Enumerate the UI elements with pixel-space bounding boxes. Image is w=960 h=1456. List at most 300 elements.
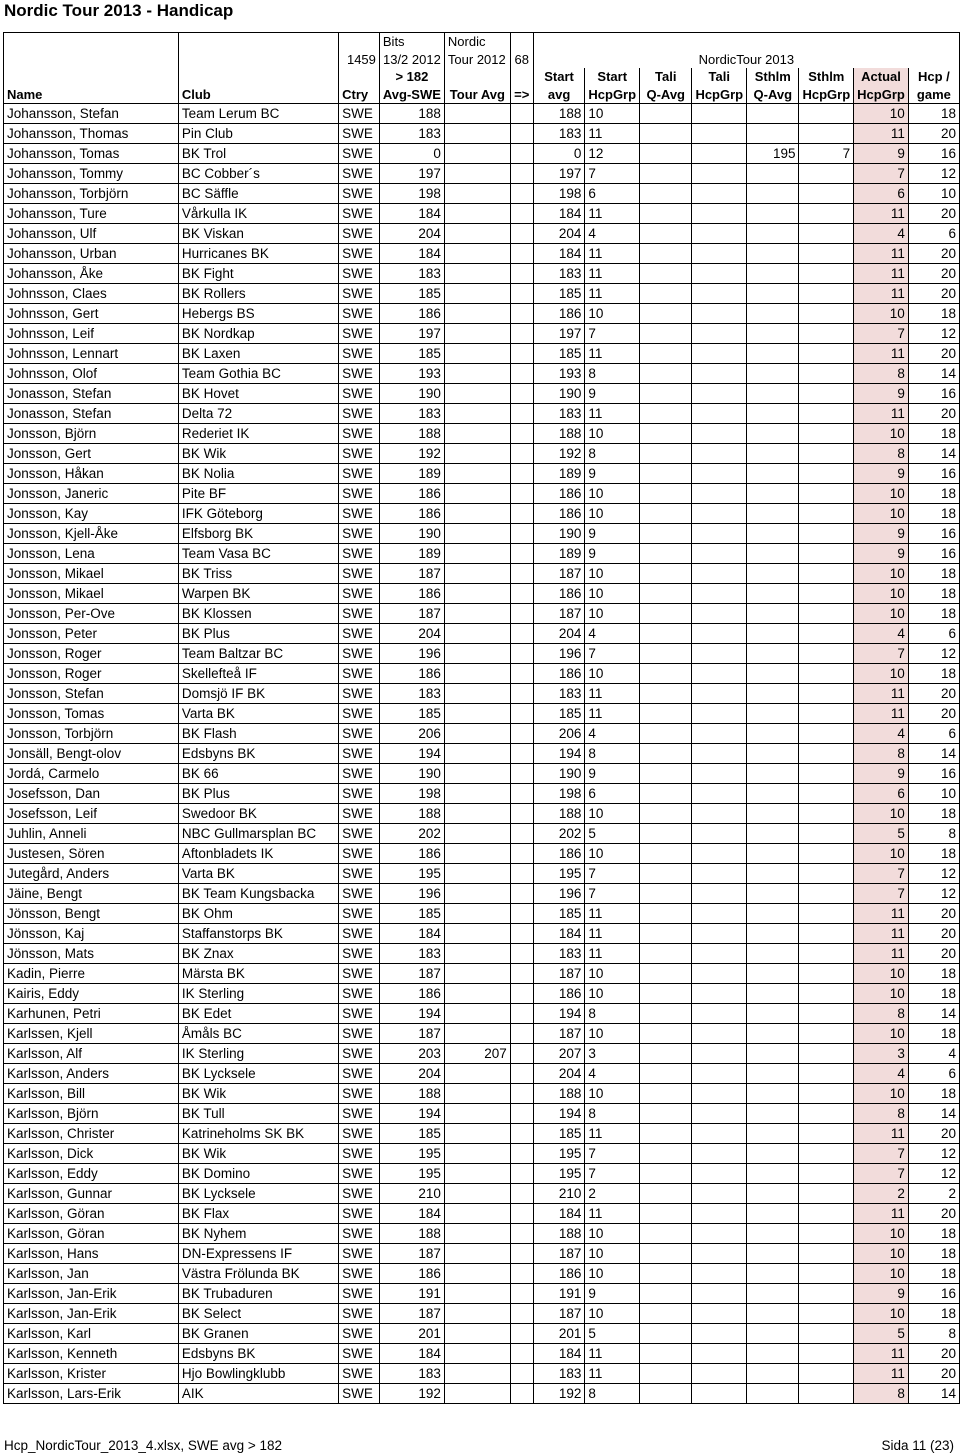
cell-actual-hcpgrp: 11 [854, 283, 909, 303]
cell-tour-avg [444, 1303, 510, 1323]
cell-actual-hcpgrp: 11 [854, 243, 909, 263]
cell-tour-avg [444, 903, 510, 923]
cell-tour-avg [444, 323, 510, 343]
cell-hcp-game: 14 [908, 1003, 959, 1023]
table-row [4, 603, 960, 623]
cell-start-hcpgrp: 10 [585, 103, 640, 123]
cell-tali-hcpgrp [692, 1103, 747, 1123]
cell-actual-hcpgrp: 9 [854, 543, 909, 563]
cell-tour-avg [444, 1223, 510, 1243]
cell-ctry: SWE [339, 423, 380, 443]
cell-club: Rederiet IK [178, 423, 338, 443]
cell-club: IK Sterling [178, 1043, 338, 1063]
cell-avg-swe: 192 [379, 1383, 444, 1403]
cell-actual-hcpgrp: 10 [854, 1243, 909, 1263]
cell-sthlm-qavg [747, 1063, 799, 1083]
cell-club: BK Trubaduren [178, 1283, 338, 1303]
cell-avg-swe: 186 [379, 483, 444, 503]
cell-actual-hcpgrp: 11 [854, 1203, 909, 1223]
cell-tali-hcpgrp [692, 663, 747, 683]
cell-tour-avg [444, 703, 510, 723]
cell-tali-qavg [640, 183, 692, 203]
cell-tali-hcpgrp [692, 1183, 747, 1203]
cell-tali-qavg [640, 1023, 692, 1043]
cell-tali-qavg [640, 723, 692, 743]
cell-club: BK Select [178, 1303, 338, 1323]
cell-tali-qavg [640, 663, 692, 683]
cell-name: Jonsson, Lena [4, 543, 179, 563]
cell-hcp-game: 18 [908, 663, 959, 683]
col-hcp-game: game [908, 86, 959, 104]
cell-start-avg: 206 [533, 723, 585, 743]
cell-arrow [510, 303, 533, 323]
cell-sthlm-hcpgrp [799, 323, 854, 343]
cell-start-hcpgrp: 11 [585, 243, 640, 263]
cell-ctry: SWE [339, 483, 380, 503]
cell-ctry: SWE [339, 1023, 380, 1043]
cell-avg-swe: 195 [379, 1143, 444, 1163]
cell-tali-hcpgrp [692, 603, 747, 623]
cell-tali-qavg [640, 1323, 692, 1343]
cell-sthlm-hcpgrp [799, 483, 854, 503]
cell-ctry: SWE [339, 103, 380, 123]
cell-sthlm-qavg [747, 223, 799, 243]
cell-name: Jonsson, Mikael [4, 583, 179, 603]
cell-avg-swe: 187 [379, 563, 444, 583]
cell-arrow [510, 1243, 533, 1263]
cell-actual-hcpgrp: 9 [854, 383, 909, 403]
cell-tali-qavg [640, 563, 692, 583]
count-label: 1459 [339, 50, 380, 68]
cell-club: BK Plus [178, 623, 338, 643]
cell-avg-swe: 190 [379, 763, 444, 783]
cell-tour-avg [444, 1263, 510, 1283]
cell-club: BK Lycksele [178, 1183, 338, 1203]
cell-sthlm-qavg [747, 863, 799, 883]
cell-sthlm-qavg [747, 343, 799, 363]
cell-start-avg: 201 [533, 1323, 585, 1343]
cell-start-avg: 193 [533, 363, 585, 383]
cell-start-hcpgrp: 10 [585, 803, 640, 823]
cell-tali-hcpgrp [692, 443, 747, 463]
cell-sthlm-hcpgrp [799, 683, 854, 703]
cell-tali-hcpgrp [692, 363, 747, 383]
cell-tali-hcpgrp [692, 463, 747, 483]
cell-avg-swe: 185 [379, 1123, 444, 1143]
cell-arrow [510, 903, 533, 923]
cell-arrow [510, 923, 533, 943]
cell-hcp-game: 18 [908, 103, 959, 123]
cell-arrow [510, 1003, 533, 1023]
cell-hcp-game: 20 [908, 123, 959, 143]
page-title: Nordic Tour 2013 - Handicap [4, 1, 234, 20]
cell-sthlm-qavg [747, 1323, 799, 1343]
cell-actual-hcpgrp: 2 [854, 1183, 909, 1203]
cell-sthlm-qavg [747, 1343, 799, 1363]
cell-start-avg: 187 [533, 963, 585, 983]
cell-arrow [510, 163, 533, 183]
cell-start-avg: 185 [533, 343, 585, 363]
col-tour-avg: Tour Avg [444, 86, 510, 104]
cell-sthlm-hcpgrp [799, 903, 854, 923]
cell-club: BK Fight [178, 263, 338, 283]
cell-tali-hcpgrp [692, 1263, 747, 1283]
cell-tali-qavg [640, 103, 692, 123]
cell-sthlm-qavg: 195 [747, 143, 799, 163]
cell-tali-qavg [640, 1303, 692, 1323]
cell-name: Karlsson, Eddy [4, 1163, 179, 1183]
cell-sthlm-hcpgrp [799, 583, 854, 603]
table-row [4, 203, 960, 223]
cell-tali-hcpgrp [692, 783, 747, 803]
table-row [4, 1243, 960, 1263]
cell-tali-qavg [640, 483, 692, 503]
cell-ctry: SWE [339, 363, 380, 383]
cell-sthlm-hcpgrp [799, 123, 854, 143]
cell-start-hcpgrp: 10 [585, 483, 640, 503]
cell-hcp-game: 18 [908, 1223, 959, 1243]
bits-date-label: 13/2 2012 [379, 50, 444, 68]
cell-avg-swe: 195 [379, 1163, 444, 1183]
cell-start-hcpgrp: 10 [585, 1303, 640, 1323]
cell-hcp-game: 12 [908, 1143, 959, 1163]
cell-avg-swe: 184 [379, 1203, 444, 1223]
cell-sthlm-hcpgrp [799, 303, 854, 323]
cell-avg-swe: 185 [379, 703, 444, 723]
cell-start-avg: 187 [533, 1303, 585, 1323]
cell-tali-qavg [640, 643, 692, 663]
col-tali-hcpgrp: HcpGrp [692, 86, 747, 104]
cell-sthlm-qavg [747, 1023, 799, 1043]
cell-tour-avg [444, 283, 510, 303]
cell-start-avg: 190 [533, 523, 585, 543]
cell-tour-avg [444, 843, 510, 863]
cell-sthlm-qavg [747, 1303, 799, 1323]
cell-ctry: SWE [339, 1003, 380, 1023]
cell-avg-swe: 186 [379, 503, 444, 523]
cell-start-avg: 185 [533, 283, 585, 303]
cell-tali-hcpgrp [692, 963, 747, 983]
cell-name: Karlsson, Christer [4, 1123, 179, 1143]
cell-start-hcpgrp: 9 [585, 1283, 640, 1303]
cell-sthlm-hcpgrp [799, 363, 854, 383]
cell-club: Aftonbladets IK [178, 843, 338, 863]
cell-avg-swe: 186 [379, 663, 444, 683]
cell-tali-hcpgrp [692, 1243, 747, 1263]
cell-arrow [510, 1023, 533, 1043]
cell-club: Varta BK [178, 703, 338, 723]
table-row [4, 1223, 960, 1243]
cell-arrow [510, 1183, 533, 1203]
cell-avg-swe: 184 [379, 923, 444, 943]
cell-start-hcpgrp: 11 [585, 203, 640, 223]
cell-sthlm-hcpgrp [799, 743, 854, 763]
cell-sthlm-hcpgrp [799, 263, 854, 283]
cell-actual-hcpgrp: 8 [854, 743, 909, 763]
cell-start-hcpgrp: 8 [585, 743, 640, 763]
cell-hcp-game: 12 [908, 883, 959, 903]
cell-avg-swe: 204 [379, 1063, 444, 1083]
cell-tour-avg [444, 1383, 510, 1403]
cell-sthlm-qavg [747, 323, 799, 343]
cell-sthlm-qavg [747, 183, 799, 203]
cell-start-avg: 0 [533, 143, 585, 163]
cell-tali-qavg [640, 243, 692, 263]
cell-name: Johansson, Åke [4, 263, 179, 283]
cell-club: Hebergs BS [178, 303, 338, 323]
cell-avg-swe: 204 [379, 623, 444, 643]
cell-avg-swe: 184 [379, 243, 444, 263]
cell-sthlm-qavg [747, 1143, 799, 1163]
cell-tali-qavg [640, 1223, 692, 1243]
cell-tali-qavg [640, 203, 692, 223]
cell-tali-qavg [640, 463, 692, 483]
cell-name: Jonsson, Mikael [4, 563, 179, 583]
cell-tali-hcpgrp [692, 403, 747, 423]
cell-club: BK Ohm [178, 903, 338, 923]
cell-actual-hcpgrp: 11 [854, 1123, 909, 1143]
col-actual-hcpgrp: HcpGrp [854, 86, 909, 104]
cell-actual-hcpgrp: 10 [854, 663, 909, 683]
cell-ctry: SWE [339, 463, 380, 483]
cell-actual-hcpgrp: 4 [854, 223, 909, 243]
col-start-hcpgrp: HcpGrp [585, 86, 640, 104]
cell-sthlm-qavg [747, 583, 799, 603]
cell-arrow [510, 643, 533, 663]
cell-sthlm-qavg [747, 263, 799, 283]
cell-tour-avg [444, 783, 510, 803]
cell-sthlm-qavg [747, 603, 799, 623]
cell-club: Staffanstorps BK [178, 923, 338, 943]
cell-ctry: SWE [339, 263, 380, 283]
cell-sthlm-qavg [747, 1243, 799, 1263]
cell-club: BK Flax [178, 1203, 338, 1223]
cell-start-hcpgrp: 10 [585, 1243, 640, 1263]
cell-start-avg: 186 [533, 1263, 585, 1283]
cell-start-hcpgrp: 4 [585, 223, 640, 243]
cell-start-avg: 188 [533, 423, 585, 443]
cell-tour-avg [444, 923, 510, 943]
cell-club: Warpen BK [178, 583, 338, 603]
cell-sthlm-hcpgrp [799, 823, 854, 843]
cell-tali-qavg [640, 443, 692, 463]
cell-sthlm-qavg [747, 243, 799, 263]
cell-actual-hcpgrp: 11 [854, 683, 909, 703]
cell-club: BK 66 [178, 763, 338, 783]
cell-tour-avg [444, 683, 510, 703]
table-row [4, 283, 960, 303]
cell-actual-hcpgrp: 7 [854, 643, 909, 663]
cell-start-hcpgrp: 10 [585, 1083, 640, 1103]
cell-name: Johansson, Ture [4, 203, 179, 223]
cell-sthlm-qavg [747, 763, 799, 783]
cell-ctry: SWE [339, 863, 380, 883]
cell-sthlm-qavg [747, 943, 799, 963]
cell-tour-avg [444, 1163, 510, 1183]
cell-actual-hcpgrp: 10 [854, 423, 909, 443]
table-row [4, 983, 960, 1003]
cell-tour-avg [444, 1063, 510, 1083]
cell-name: Karlssen, Kjell [4, 1023, 179, 1043]
cell-start-avg: 204 [533, 223, 585, 243]
cell-name: Johansson, Ulf [4, 223, 179, 243]
cell-sthlm-qavg [747, 723, 799, 743]
table-row [4, 1303, 960, 1323]
cell-tali-hcpgrp [692, 523, 747, 543]
cell-club: Team Lerum BC [178, 103, 338, 123]
cell-sthlm-qavg [747, 103, 799, 123]
cell-club: NBC Gullmarsplan BC [178, 823, 338, 843]
cell-club: Team Vasa BC [178, 543, 338, 563]
cell-name: Karlsson, Hans [4, 1243, 179, 1263]
cell-start-hcpgrp: 9 [585, 383, 640, 403]
cell-tour-avg [444, 883, 510, 903]
cell-tour-avg [444, 483, 510, 503]
cell-hcp-game: 16 [908, 523, 959, 543]
cell-tali-qavg [640, 323, 692, 343]
cell-start-hcpgrp: 4 [585, 1063, 640, 1083]
cell-sthlm-hcpgrp [799, 383, 854, 403]
cell-tali-qavg [640, 1203, 692, 1223]
cell-actual-hcpgrp: 8 [854, 443, 909, 463]
cell-avg-swe: 183 [379, 683, 444, 703]
cell-ctry: SWE [339, 823, 380, 843]
table-row [4, 963, 960, 983]
col-sthlm-qavg: Q-Avg [747, 86, 799, 104]
cell-club: DN-Expressens IF [178, 1243, 338, 1263]
cell-tali-hcpgrp [692, 683, 747, 703]
cell-ctry: SWE [339, 243, 380, 263]
cell-ctry: SWE [339, 283, 380, 303]
cell-arrow [510, 363, 533, 383]
cell-club: BK Viskan [178, 223, 338, 243]
cell-sthlm-hcpgrp [799, 283, 854, 303]
cell-start-hcpgrp: 7 [585, 163, 640, 183]
cell-avg-swe: 188 [379, 1083, 444, 1103]
cell-tour-avg [444, 1123, 510, 1143]
cell-ctry: SWE [339, 523, 380, 543]
cell-tour-avg [444, 983, 510, 1003]
cell-sthlm-hcpgrp [799, 1023, 854, 1043]
cell-start-hcpgrp: 3 [585, 1043, 640, 1063]
table-row [4, 843, 960, 863]
table-row [4, 903, 960, 923]
cell-arrow [510, 883, 533, 903]
cell-sthlm-qavg [747, 983, 799, 1003]
cell-avg-swe: 185 [379, 903, 444, 923]
cell-tali-qavg [640, 1283, 692, 1303]
cell-ctry: SWE [339, 503, 380, 523]
cell-arrow [510, 1363, 533, 1383]
cell-sthlm-hcpgrp [799, 1203, 854, 1223]
cell-club: BK Laxen [178, 343, 338, 363]
cell-sthlm-qavg [747, 1083, 799, 1103]
cell-hcp-game: 16 [908, 383, 959, 403]
table-row [4, 1323, 960, 1343]
cell-arrow [510, 963, 533, 983]
cell-club: BK Klossen [178, 603, 338, 623]
cell-start-hcpgrp: 9 [585, 763, 640, 783]
cell-club: IFK Göteborg [178, 503, 338, 523]
cell-tali-hcpgrp [692, 1363, 747, 1383]
cell-sthlm-hcpgrp: 7 [799, 143, 854, 163]
cell-start-avg: 183 [533, 263, 585, 283]
cell-start-avg: 186 [533, 663, 585, 683]
cell-tali-hcpgrp [692, 1063, 747, 1083]
cell-start-hcpgrp: 8 [585, 1003, 640, 1023]
cell-club: Team Gothia BC [178, 363, 338, 383]
cell-sthlm-qavg [747, 403, 799, 423]
cell-avg-swe: 192 [379, 443, 444, 463]
cell-tali-qavg [640, 1123, 692, 1143]
cell-avg-swe: 194 [379, 743, 444, 763]
table-row [4, 1083, 960, 1103]
cell-actual-hcpgrp: 6 [854, 783, 909, 803]
cell-ctry: SWE [339, 1243, 380, 1263]
cell-arrow [510, 843, 533, 863]
cell-tali-hcpgrp [692, 1163, 747, 1183]
cell-actual-hcpgrp: 10 [854, 1083, 909, 1103]
cell-start-hcpgrp: 10 [585, 843, 640, 863]
cell-hcp-game: 18 [908, 983, 959, 1003]
cell-arrow [510, 803, 533, 823]
cell-start-avg: 187 [533, 563, 585, 583]
cell-tour-avg [444, 443, 510, 463]
cell-start-hcpgrp: 9 [585, 463, 640, 483]
cell-sthlm-hcpgrp [799, 1283, 854, 1303]
table-row [4, 1183, 960, 1203]
cell-start-hcpgrp: 11 [585, 403, 640, 423]
table-row [4, 823, 960, 843]
cell-tali-qavg [640, 903, 692, 923]
table-row [4, 623, 960, 643]
cell-name: Johnsson, Leif [4, 323, 179, 343]
cell-start-avg: 189 [533, 543, 585, 563]
cell-tali-qavg [640, 1043, 692, 1063]
cell-actual-hcpgrp: 10 [854, 583, 909, 603]
cell-sthlm-qavg [747, 903, 799, 923]
cell-start-hcpgrp: 8 [585, 1103, 640, 1123]
cell-tour-avg [444, 1323, 510, 1343]
cell-start-avg: 183 [533, 123, 585, 143]
cell-actual-hcpgrp: 5 [854, 823, 909, 843]
cell-name: Karlsson, Gunnar [4, 1183, 179, 1203]
cell-tour-avg [444, 423, 510, 443]
cell-ctry: SWE [339, 803, 380, 823]
cell-club: Skellefteå IF [178, 663, 338, 683]
cell-club: Pite BF [178, 483, 338, 503]
cell-arrow [510, 623, 533, 643]
cell-tali-qavg [640, 1083, 692, 1103]
cell-tour-avg [444, 803, 510, 823]
cell-tali-hcpgrp [692, 183, 747, 203]
cell-hcp-game: 20 [908, 1123, 959, 1143]
col-sthlm-hcpgrp: HcpGrp [799, 86, 854, 104]
cell-actual-hcpgrp: 11 [854, 923, 909, 943]
cell-club: Åmåls BC [178, 1023, 338, 1043]
cell-name: Jonsson, Kjell-Åke [4, 523, 179, 543]
cell-tour-avg [444, 663, 510, 683]
cell-hcp-game: 18 [908, 843, 959, 863]
cell-arrow [510, 103, 533, 123]
cell-ctry: SWE [339, 763, 380, 783]
cell-start-avg: 186 [533, 983, 585, 1003]
cell-tali-hcpgrp [692, 623, 747, 643]
cell-sthlm-hcpgrp [799, 1043, 854, 1063]
cell-sthlm-hcpgrp [799, 963, 854, 983]
cell-actual-hcpgrp: 11 [854, 403, 909, 423]
cell-avg-swe: 198 [379, 783, 444, 803]
